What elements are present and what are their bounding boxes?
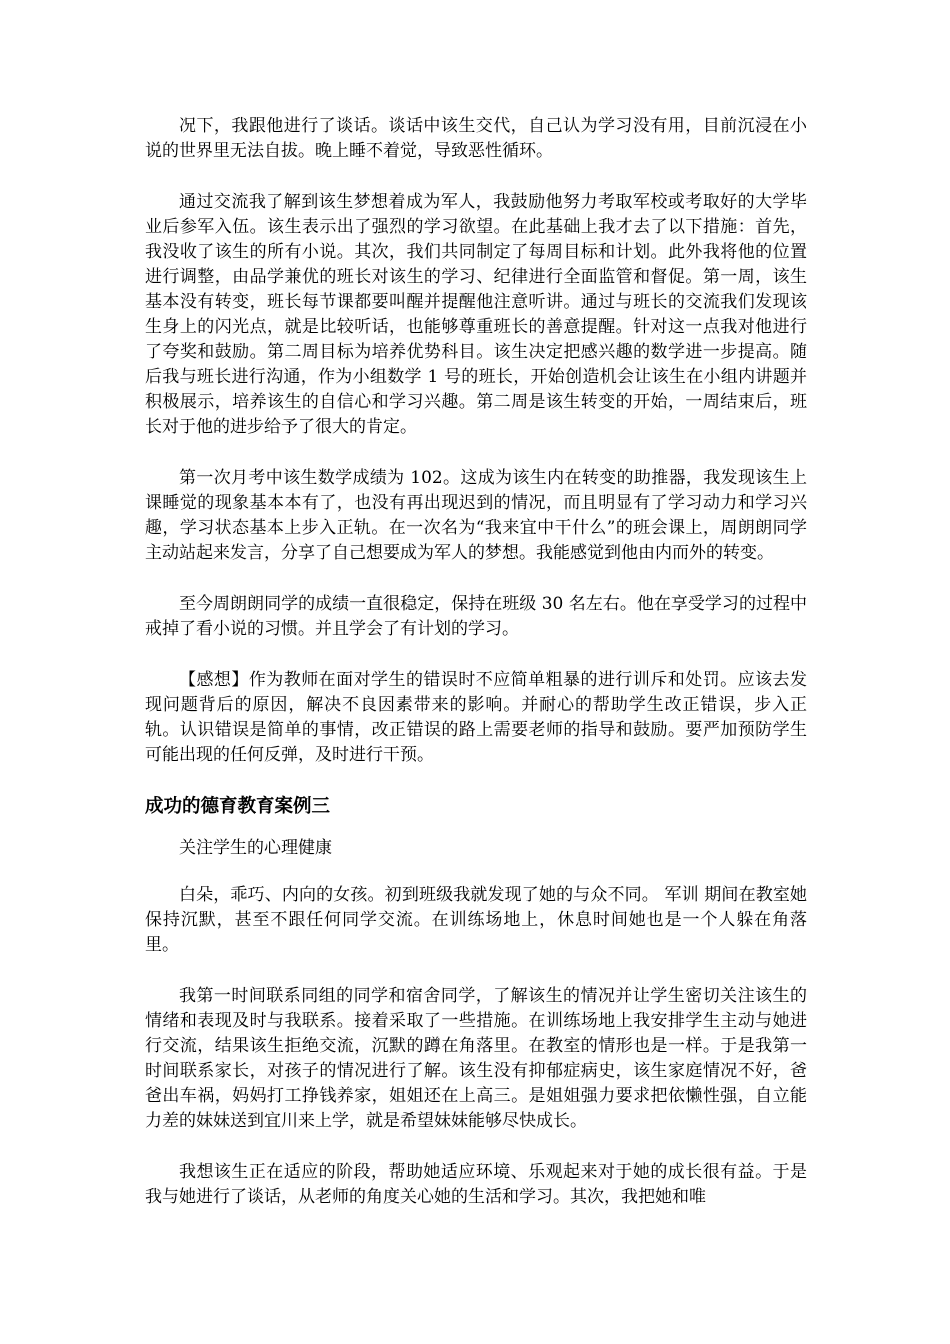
paragraph: 况下，我跟他进行了谈话。谈话中该生交代，自己认为学习没有用，目前沉浸在小说的世界里无法自拔。晚上睡不着觉，导致恶性循环。 [145, 116, 807, 161]
paragraph: 通过交流我了解到该生梦想着成为军人，我鼓励他努力考取军校或考取好的大学毕业后参军入伍。该生表示出了强烈的学习欲望。在此基础上我才去了以下措施：首先，我没收了该生的所有小说。其次，我们共同制定了每周目标和计划。此外我将他的位置进行调整，由品学兼优的班长对该生的学习、纪律进行全面监管和督促。第一周，该生基本没有转变，班长每节课都要叫醒并提醒他注意听讲。通过与班长的交流我们发现该生身上的闪光点，就是比较听话，也能够尊重班长的善意提醒。针对这一点我对他进行了夸奖和鼓励。第二周目标为培养优势科目。该生决定把感兴趣的数学进一步提高。随后我与班长进行沟通，作为小组数学 1 号的班长，开始创造机会让该生在小组内讲题并积极展示，培养该生的自信心和学习兴趣。第二周是该生转变的开始，一周结束后，班长对于他的进步给予了很大的肯定。 [145, 192, 807, 437]
section-subtitle: 关注学生的心理健康 [179, 838, 332, 858]
paragraph-reflection: 【感想】作为教师在面对学生的错误时不应简单粗暴的进行训斥和处罚。应该去发现问题背后的原因，解决不良因素带来的影响。并耐心的帮助学生改正错误，步入正轨。认识错误是简单的事情，改正错误的路上需要老师的指导和鼓励。要严加预防学生可能出现的任何反弹，及时进行干预。 [145, 670, 807, 765]
paragraph: 至今周朗朗同学的成绩一直很稳定，保持在班级 30 名左右。他在享受学习的过程中戒掉了看小说的习惯。并且学会了有计划的学习。 [145, 594, 807, 639]
paragraph: 我想该生正在适应的阶段，帮助她适应环境、乐观起来对于她的成长很有益。于是我与她进行了谈话，从老师的角度关心她的生活和学习。其次，我把她和唯 [145, 1162, 807, 1207]
section-heading: 成功的德育教育案例三 [145, 796, 331, 817]
paragraph: 第一次月考中该生数学成绩为 102。这成为该生内在转变的助推器，我发现该生上课睡觉的现象基本本有了，也没有再出现迟到的情况，而且明显有了学习动力和学习兴趣，学习状态基本上步入正轨。在一次名为“我来宜中干什么”的班会课上，周朗朗同学主动站起来发言，分享了自己想要成为军人的梦想。我能感觉到他由内而外的转变。 [145, 468, 807, 563]
paragraph: 白朵，乖巧、内向的女孩。初到班级我就发现了她的与众不同。 军训 期间在教室她保持沉默，甚至不跟任何同学交流。在训练场地上，休息时间她也是一个人躲在角落里。 [145, 885, 807, 955]
document-body [145, 114, 807, 1236]
paragraph: 我第一时间联系同组的同学和宿舍同学，了解该生的情况并让学生密切关注该生的情绪和表现及时与我联系。接着采取了一些措施。在训练场地上我安排学生主动与她进行交流，结果该生拒绝交流，沉默的蹲在角落里。在教室的情形也是一样。于是我第一时间联系家长，对孩子的情况进行了解。该生没有抑郁症病史，该生家庭情况不好，爸爸出车祸，妈妈打工挣钱养家，姐姐还在上高三。是姐姐强力要求把依懒性强，自立能力差的妹妹送到宜川来上学，就是希望妹妹能够尽快成长。 [145, 986, 807, 1131]
